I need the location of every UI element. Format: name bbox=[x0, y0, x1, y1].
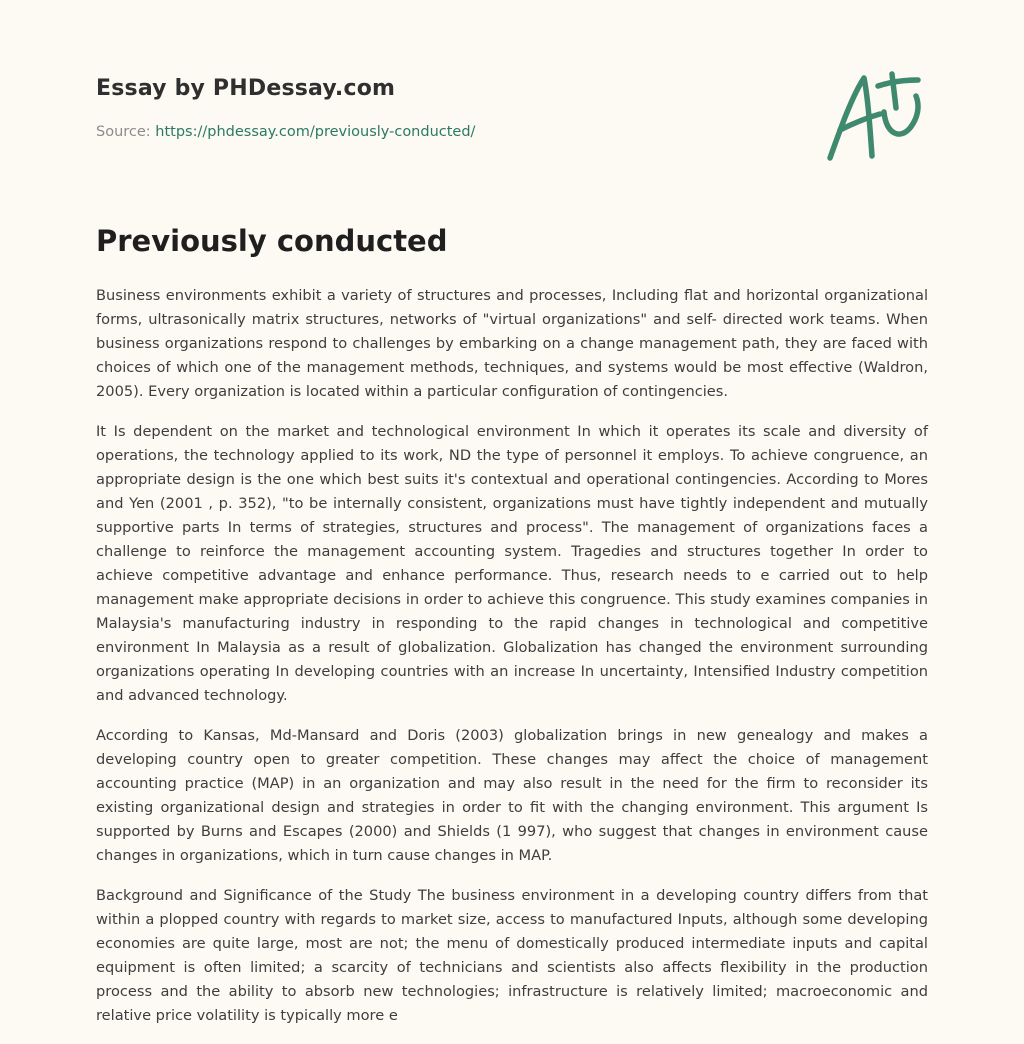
essay-body bbox=[96, 284, 928, 1044]
essay-paragraph: Background and Significance of the Study The business environment in a developing country differs from that within a plopped country with regards to market size, access to manufactured Inputs, although some developing economies are quite large, most are not; the menu of domestically produced intermediate inputs and capital equipment is often limited; a scarcity of technicians and scientists also affects flexibility in the production process and the ability to absorb new technologies; infrastructure is relatively limited; macroeconomic and relative price volatility is typically more e bbox=[96, 887, 928, 1024]
source-link[interactable]: https://phdessay.com/previously-conducted/ bbox=[155, 124, 476, 140]
a-plus-icon bbox=[826, 68, 926, 164]
essay-paragraph: It Is dependent on the market and technological environment In which it operates its scale and diversity of operations, the technology applied to its work, ND the type of personnel it employs. To achieve congruence, an appropriate design is the one which best suits it's contextual and operational contingencies. According to Mores and Yen (2001 , p. 352), "to be internally consistent, organizations must have tightly independent and mutually supportive parts In terms of strategies, structures and process". The management of organizations faces a challenge to reinforce the management accounting system. Tragedies and structures together In order to achieve competitive advantage and enhance performance. Thus, research needs to e carried out to help management make appropriate decisions in order to achieve this congruence. This study examines companies in Malaysia's manufacturing industry in responding to the rapid changes in technological and competitive environment In Malaysia as a result of globalization. Globalization has changed the environment surrounding organizations operating In developing countries with an increase In uncertainty, Intensified Industry competition and advanced technology. bbox=[96, 423, 928, 704]
source-label: Source: bbox=[96, 124, 156, 140]
essay-paragraph: Business environments exhibit a variety of structures and processes, Including flat and horizontal organizational forms, ultrasonically matrix structures, networks of "virtual organizations" and self- directed work teams. When business organizations respond to challenges by embarking on a change management path, they are faced with choices of which one of the management methods, techniques, and systems would be most effective (Waldron, 2005). Every organization is located within a particular configuration of contingencies. bbox=[96, 287, 928, 400]
source-line bbox=[96, 124, 475, 140]
essay-title: Previously conducted bbox=[96, 224, 448, 258]
brand-title: Essay by PHDessay.com bbox=[96, 76, 396, 101]
essay-paragraph: According to Kansas, Md-Mansard and Doris (2003) globalization brings in new genealogy and makes a developing country open to greater competition. These changes may affect the choice of management accounting practice (MAP) in an organization and may also result in the need for the firm to reconsider its existing organizational design and strategies in order to fit with the changing environment. This argument Is supported by Burns and Escapes (2000) and Shields (1 997), who suggest that changes in environment cause changes in organizations, which in turn cause changes in MAP. bbox=[96, 727, 928, 864]
